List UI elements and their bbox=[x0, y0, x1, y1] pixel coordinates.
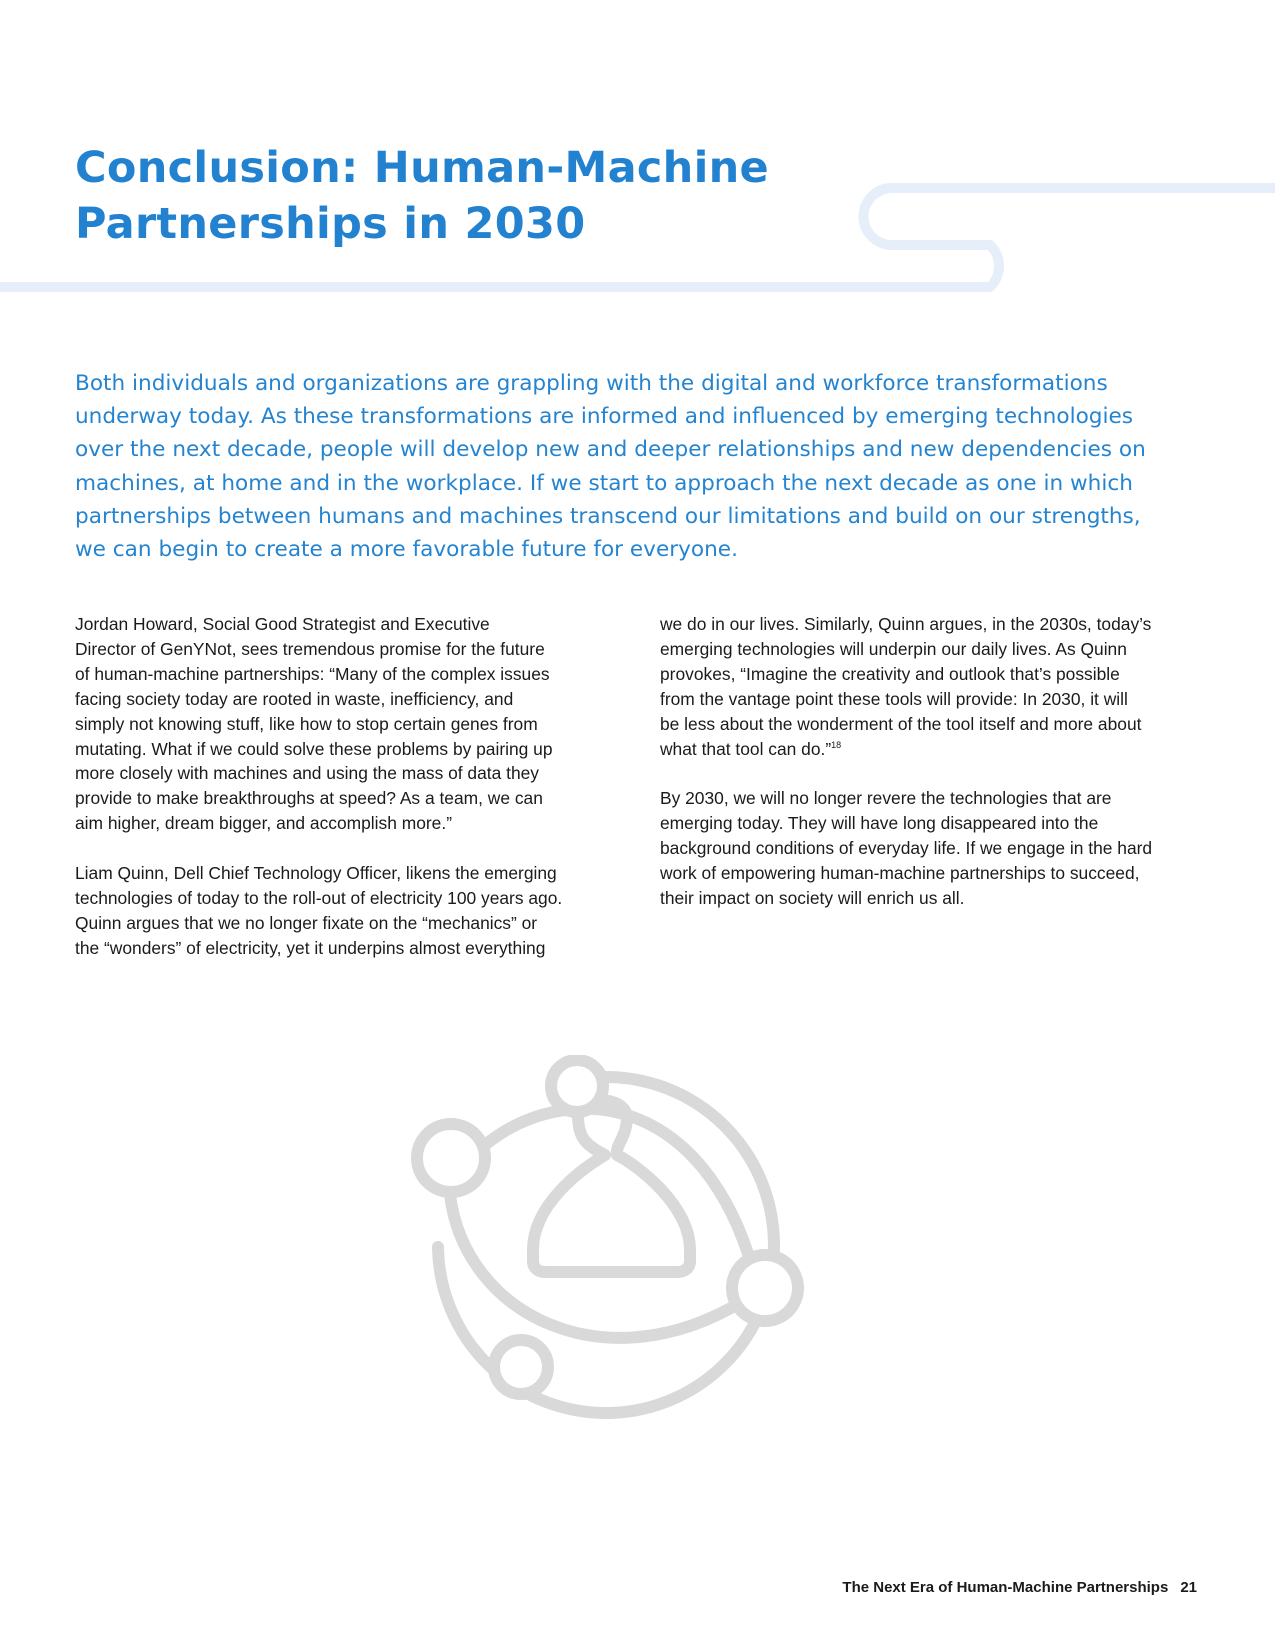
page-footer bbox=[842, 1579, 1197, 1596]
person-figure bbox=[533, 1100, 690, 1272]
right-column bbox=[660, 612, 1200, 936]
text-line: of human-machine partnerships: “Many of the complex issues bbox=[75, 663, 550, 684]
network-node-left bbox=[417, 1124, 485, 1192]
intro-paragraph bbox=[75, 367, 1155, 566]
text-line: be less about the wonderment of the tool itself and more about bbox=[660, 713, 1142, 734]
footnote-reference[interactable]: 18 bbox=[831, 739, 842, 750]
publication-title: The Next Era of Human-Machine Partnerships bbox=[842, 1579, 1169, 1596]
text-line bbox=[660, 737, 1200, 762]
text-line: facing society today are rooted in waste, inefficiency, and bbox=[75, 688, 514, 709]
text-line: simply not knowing stuff, like how to stop certain genes from bbox=[75, 713, 538, 734]
text-line: their impact on society will enrich us all. bbox=[660, 887, 965, 908]
network-node-top bbox=[551, 1060, 603, 1112]
intro-line: partnerships between humans and machines transcend our limitations and build on our strengths, bbox=[75, 503, 1141, 529]
text-line: By 2030, we will no longer revere the technologies that are bbox=[660, 788, 1112, 809]
text-line: Liam Quinn, Dell Chief Technology Officer, likens the emerging bbox=[75, 863, 557, 884]
text-line: provide to make breakthroughs at speed? As a team, we can bbox=[75, 788, 543, 809]
text-line: the “wonders” of electricity, yet it underpins almost everything bbox=[75, 937, 546, 958]
text-fragment: what that tool can do.” bbox=[660, 738, 832, 759]
text-line: emerging technologies will underpin our daily lives. As Quinn bbox=[660, 638, 1127, 659]
text-line: provokes, “Imagine the creativity and outlook that’s possible bbox=[660, 663, 1120, 684]
liam-quinn-paragraph bbox=[75, 861, 615, 961]
jordan-howard-paragraph bbox=[75, 612, 615, 836]
page-number: 21 bbox=[1180, 1579, 1197, 1596]
text-line: we do in our lives. Similarly, Quinn argues, in the 2030s, today’s bbox=[660, 614, 1152, 634]
text-line: Director of GenYNot, sees tremendous promise for the future bbox=[75, 638, 545, 659]
intro-line: we can begin to create a more favorable future for everyone. bbox=[75, 537, 738, 563]
text-line: aim higher, dream bigger, and accomplish more.” bbox=[75, 813, 452, 834]
text-line: Jordan Howard, Social Good Strategist and Executive bbox=[75, 614, 490, 634]
text-line: mutating. What if we could solve these problems by pairing up bbox=[75, 738, 553, 759]
network-node-bottom bbox=[494, 1340, 548, 1394]
left-column bbox=[75, 612, 615, 986]
text-line: Quinn argues that we no longer fixate on the “mechanics” or bbox=[75, 912, 538, 933]
text-line: emerging today. They will have long disappeared into the bbox=[660, 813, 1099, 834]
conclusion-paragraph bbox=[660, 786, 1200, 911]
text-line: from the vantage point these tools will provide: In 2030, it will bbox=[660, 688, 1128, 709]
human-network-icon bbox=[405, 1055, 825, 1475]
quinn-continuation-paragraph bbox=[660, 612, 1200, 761]
intro-line: over the next decade, people will develop new and deeper relationships and new dependencies on bbox=[75, 437, 1146, 463]
title-line-2: Partnerships in 2030 bbox=[75, 199, 586, 249]
text-line: technologies of today to the roll-out of electricity 100 years ago. bbox=[75, 887, 563, 908]
page-title bbox=[75, 140, 835, 252]
intro-line: Both individuals and organizations are grappling with the digital and workforce transformations bbox=[75, 371, 1108, 396]
text-line: more closely with machines and using the mass of data they bbox=[75, 763, 539, 784]
text-line: background conditions of everyday life. If we engage in the hard bbox=[660, 838, 1153, 859]
intro-line: machines, at home and in the workplace. If we start to approach the next decade as one in which bbox=[75, 470, 1133, 496]
network-node-right bbox=[732, 1255, 798, 1321]
title-line-1: Conclusion: Human-Machine bbox=[75, 143, 770, 193]
text-line: work of empowering human-machine partnerships to succeed, bbox=[660, 863, 1140, 884]
intro-line: underway today. As these transformations are informed and influenced by emerging technologies bbox=[75, 404, 1134, 430]
